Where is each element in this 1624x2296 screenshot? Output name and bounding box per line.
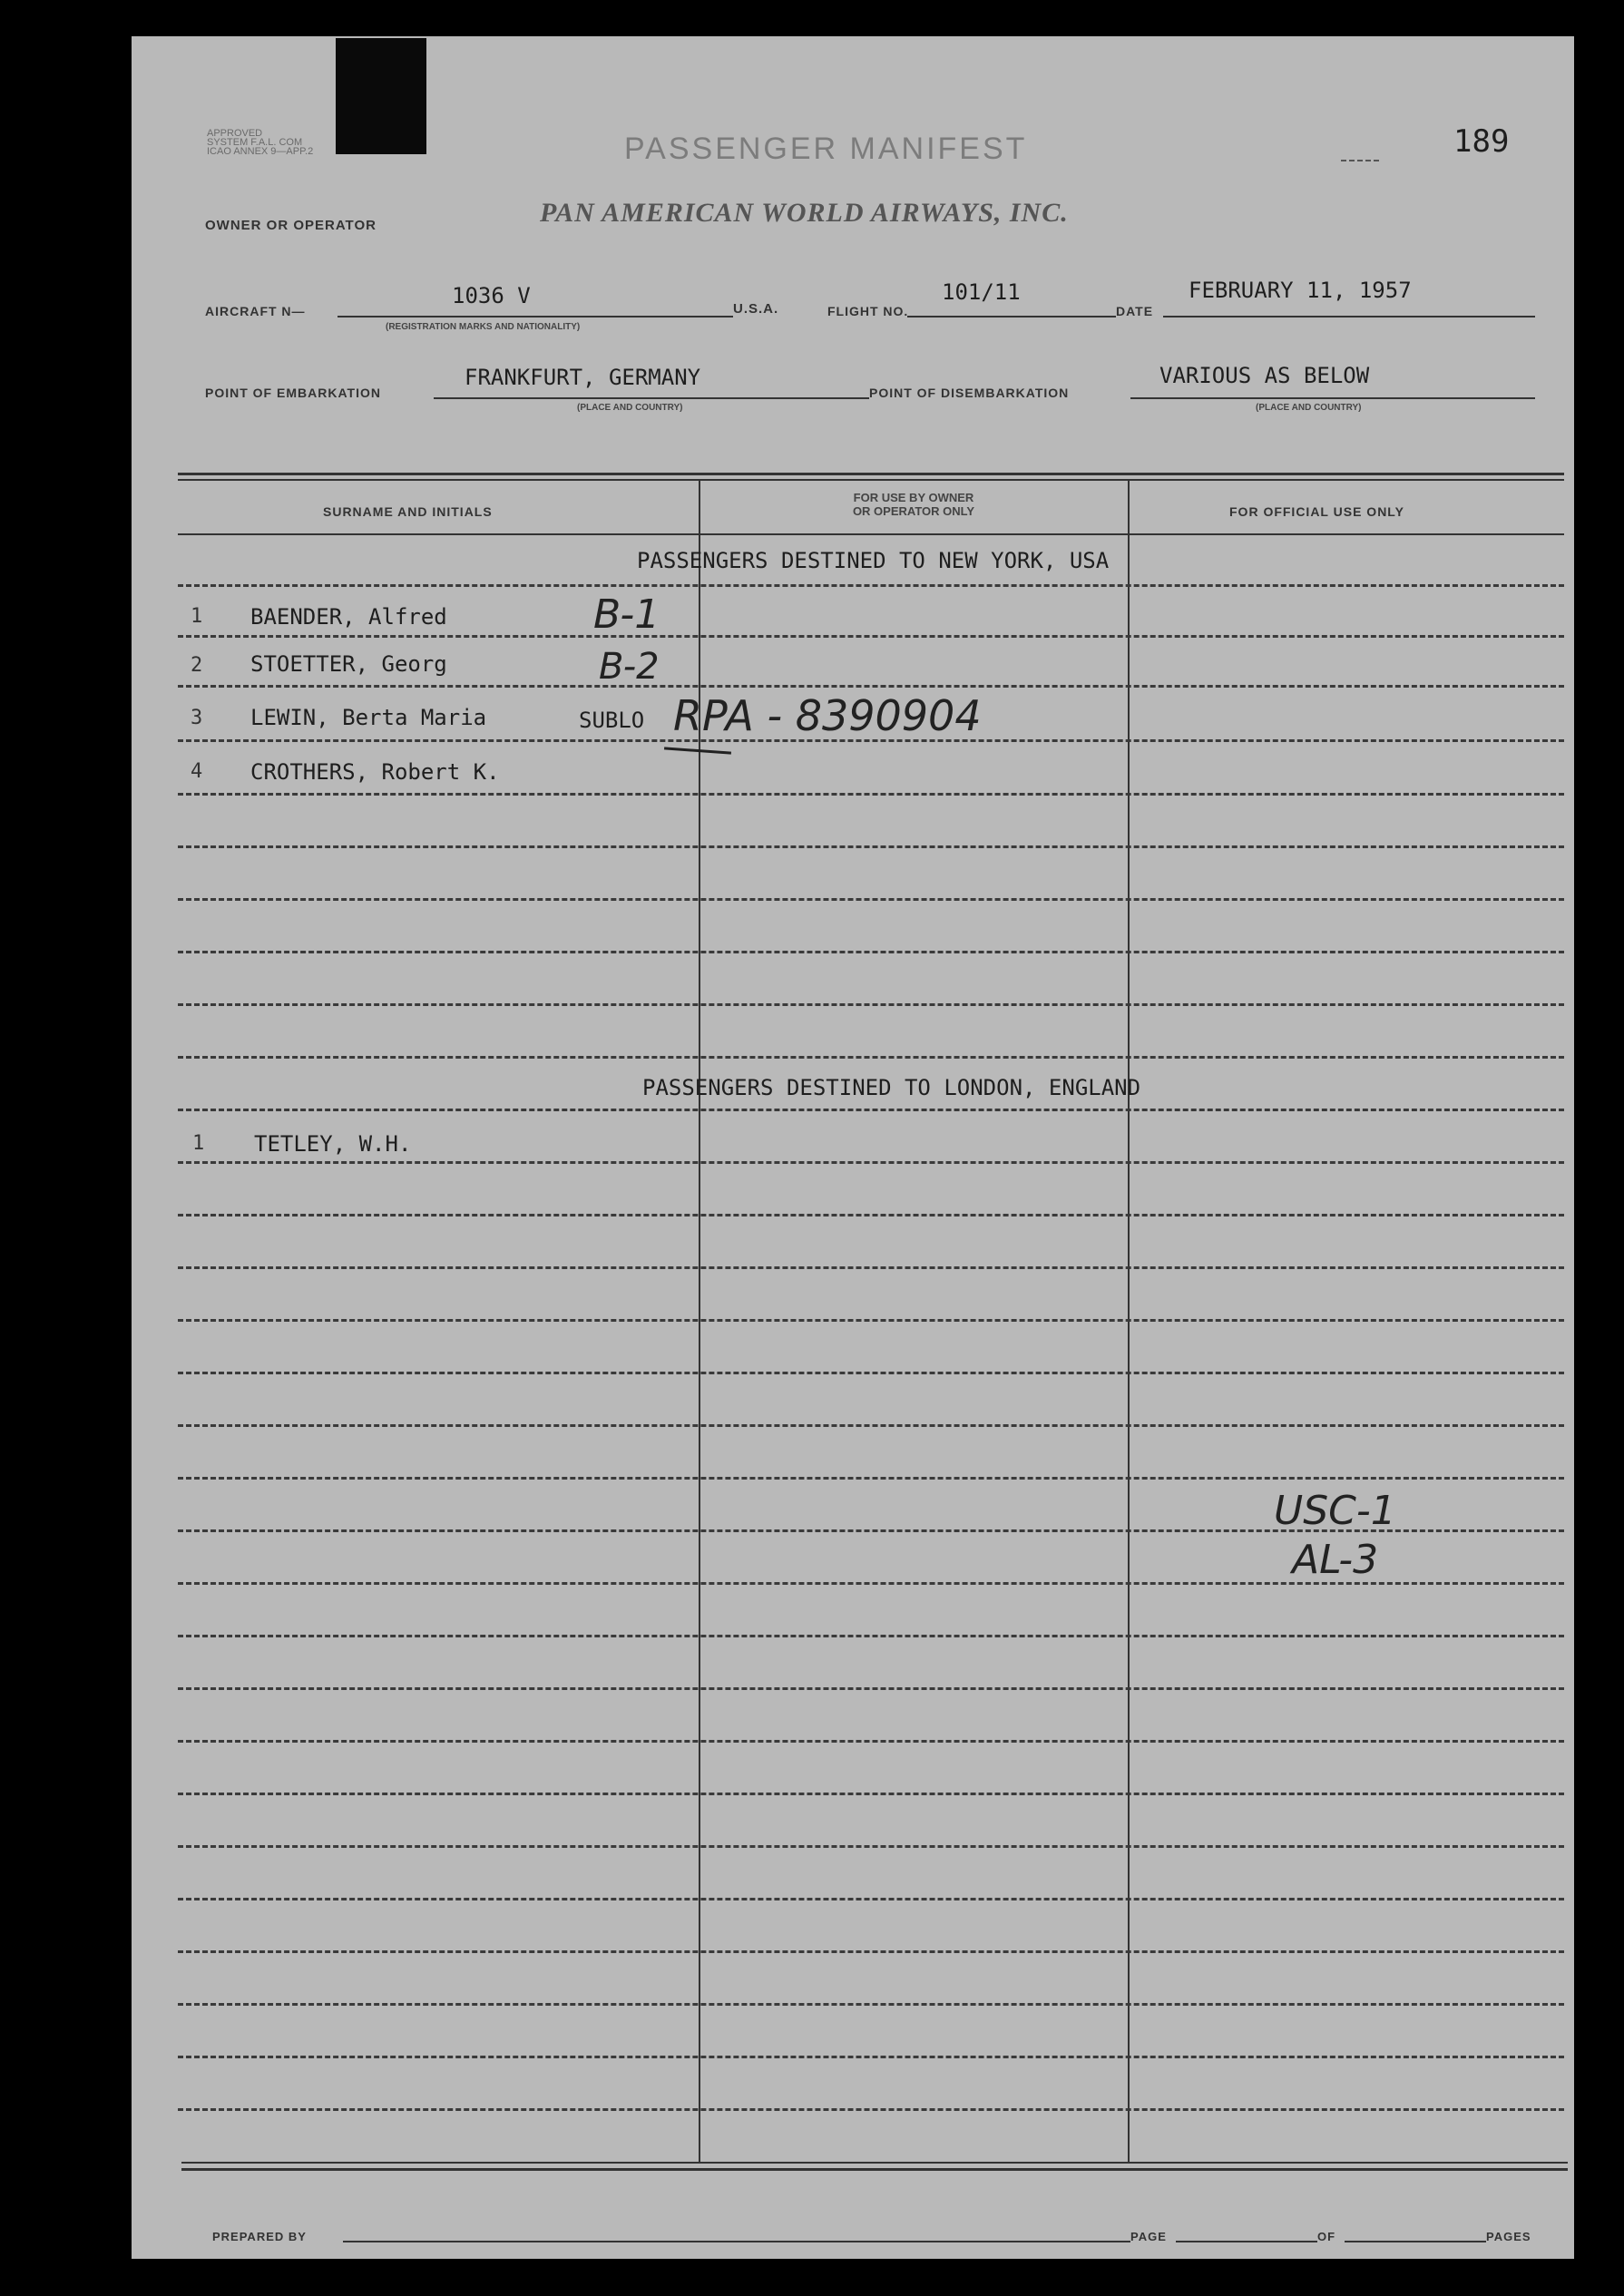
pages-label: PAGES: [1486, 2230, 1531, 2243]
row-rule: [178, 1635, 1564, 1637]
group-heading-london: PASSENGERS DESTINED TO LONDON, ENGLAND: [642, 1075, 1141, 1100]
page-label: PAGE: [1130, 2230, 1167, 2243]
row-rule: [178, 898, 1564, 901]
row-rule: [178, 1477, 1564, 1480]
passenger-typed-note: SUBLO: [579, 708, 645, 733]
row-rule: [178, 1266, 1564, 1269]
usa-label: U.S.A.: [733, 301, 779, 317]
embarkation-line: [434, 397, 869, 399]
row-rule: [178, 1793, 1564, 1795]
approval-block: [207, 129, 313, 156]
passenger-name: STOETTER, Georg: [250, 651, 447, 677]
row-number: 3: [191, 707, 203, 729]
row-rule: [178, 1740, 1564, 1743]
row-rule: [178, 1687, 1564, 1690]
row-rule: [178, 1898, 1564, 1900]
page-line: [1176, 2241, 1317, 2242]
passenger-name: CROTHERS, Robert K.: [250, 759, 500, 785]
row-rule: [178, 584, 1564, 587]
table-bottom-rule-2: [181, 2168, 1568, 2171]
row-rule: [178, 2056, 1564, 2058]
official-note: AL-3: [1292, 1537, 1379, 1583]
page-number: 189: [1453, 123, 1510, 160]
date-label: DATE: [1116, 304, 1154, 318]
disembarkation-label: POINT OF DISEMBARKATION: [869, 386, 1070, 400]
header-rule: [178, 533, 1564, 535]
row-rule: [178, 845, 1564, 848]
flight-line: [907, 316, 1116, 318]
of-label: OF: [1317, 2230, 1336, 2243]
row-rule: [178, 2108, 1564, 2111]
approval-line: APPROVED: [207, 128, 263, 139]
flight-value: 101/11: [942, 279, 1021, 305]
row-number: 4: [191, 760, 203, 783]
row-rule: [178, 1214, 1564, 1216]
row-rule: [178, 951, 1564, 953]
aircraft-value: 1036 V: [452, 283, 531, 308]
official-note: USC-1: [1274, 1488, 1396, 1534]
prepared-by-label: PREPARED BY: [212, 2230, 307, 2243]
disembarkation-line: [1130, 397, 1535, 399]
handwritten-annotation: B-1: [593, 591, 660, 638]
row-rule: [178, 1372, 1564, 1374]
tape-mark: [336, 38, 426, 154]
approval-line: SYSTEM F.A.L. COM: [207, 137, 303, 148]
aircraft-label: AIRCRAFT N—: [205, 304, 306, 318]
date-value: FEBRUARY 11, 1957: [1189, 278, 1412, 303]
row-rule: [178, 1109, 1564, 1111]
owner-label: OWNER OR OPERATOR: [205, 218, 377, 233]
embarkation-value: FRANKFURT, GERMANY: [465, 365, 701, 390]
row-rule: [178, 1056, 1564, 1059]
prepared-by-line: [343, 2241, 1130, 2242]
registration-note: (REGISTRATION MARKS AND NATIONALITY): [386, 322, 581, 332]
table-top-rule: [178, 473, 1564, 475]
title-dash: [1341, 160, 1379, 161]
handwritten-annotation: RPA - 8390904: [673, 691, 982, 740]
row-rule: [178, 1161, 1564, 1164]
row-number: 1: [192, 1132, 205, 1155]
date-line: [1163, 316, 1535, 318]
row-rule: [178, 2003, 1564, 2006]
row-rule: [178, 793, 1564, 796]
disembarkation-value: VARIOUS AS BELOW: [1159, 363, 1370, 388]
passenger-name: BAENDER, Alfred: [250, 604, 447, 630]
col-owner-use-header: FOR USE BY OWNER OR OPERATOR ONLY: [852, 491, 975, 518]
row-rule: [178, 1003, 1564, 1006]
row-rule: [178, 1424, 1564, 1427]
row-rule: [178, 1319, 1564, 1322]
disembarkation-note: (PLACE AND COUNTRY): [1256, 403, 1362, 413]
row-number: 1: [191, 605, 203, 628]
group-heading-new-york: PASSENGERS DESTINED TO NEW YORK, USA: [637, 548, 1110, 573]
row-rule: [178, 635, 1564, 638]
embarkation-label: POINT OF EMBARKATION: [205, 386, 381, 400]
flight-label: FLIGHT NO.: [827, 304, 909, 318]
aircraft-line: [338, 316, 733, 318]
embarkation-note: (PLACE AND COUNTRY): [577, 403, 683, 413]
col-surname-header: SURNAME AND INITIALS: [323, 504, 493, 519]
row-rule: [178, 1950, 1564, 1953]
handwritten-annotation: B-2: [599, 646, 660, 688]
row-rule: [178, 1845, 1564, 1848]
of-line: [1345, 2241, 1486, 2242]
passenger-name: TETLEY, W.H.: [254, 1131, 412, 1157]
table-bottom-rule: [181, 2162, 1568, 2164]
owner-value: PAN AMERICAN WORLD AIRWAYS, INC.: [540, 198, 1069, 228]
approval-line: ICAO ANNEX 9—APP.2: [207, 146, 314, 157]
form-title: PASSENGER MANIFEST: [624, 132, 1028, 166]
col-official-header: FOR OFFICIAL USE ONLY: [1229, 504, 1404, 519]
passenger-name: LEWIN, Berta Maria: [250, 705, 487, 730]
row-number: 2: [191, 654, 203, 677]
table-top-rule-2: [178, 479, 1564, 481]
row-rule: [178, 685, 1564, 688]
